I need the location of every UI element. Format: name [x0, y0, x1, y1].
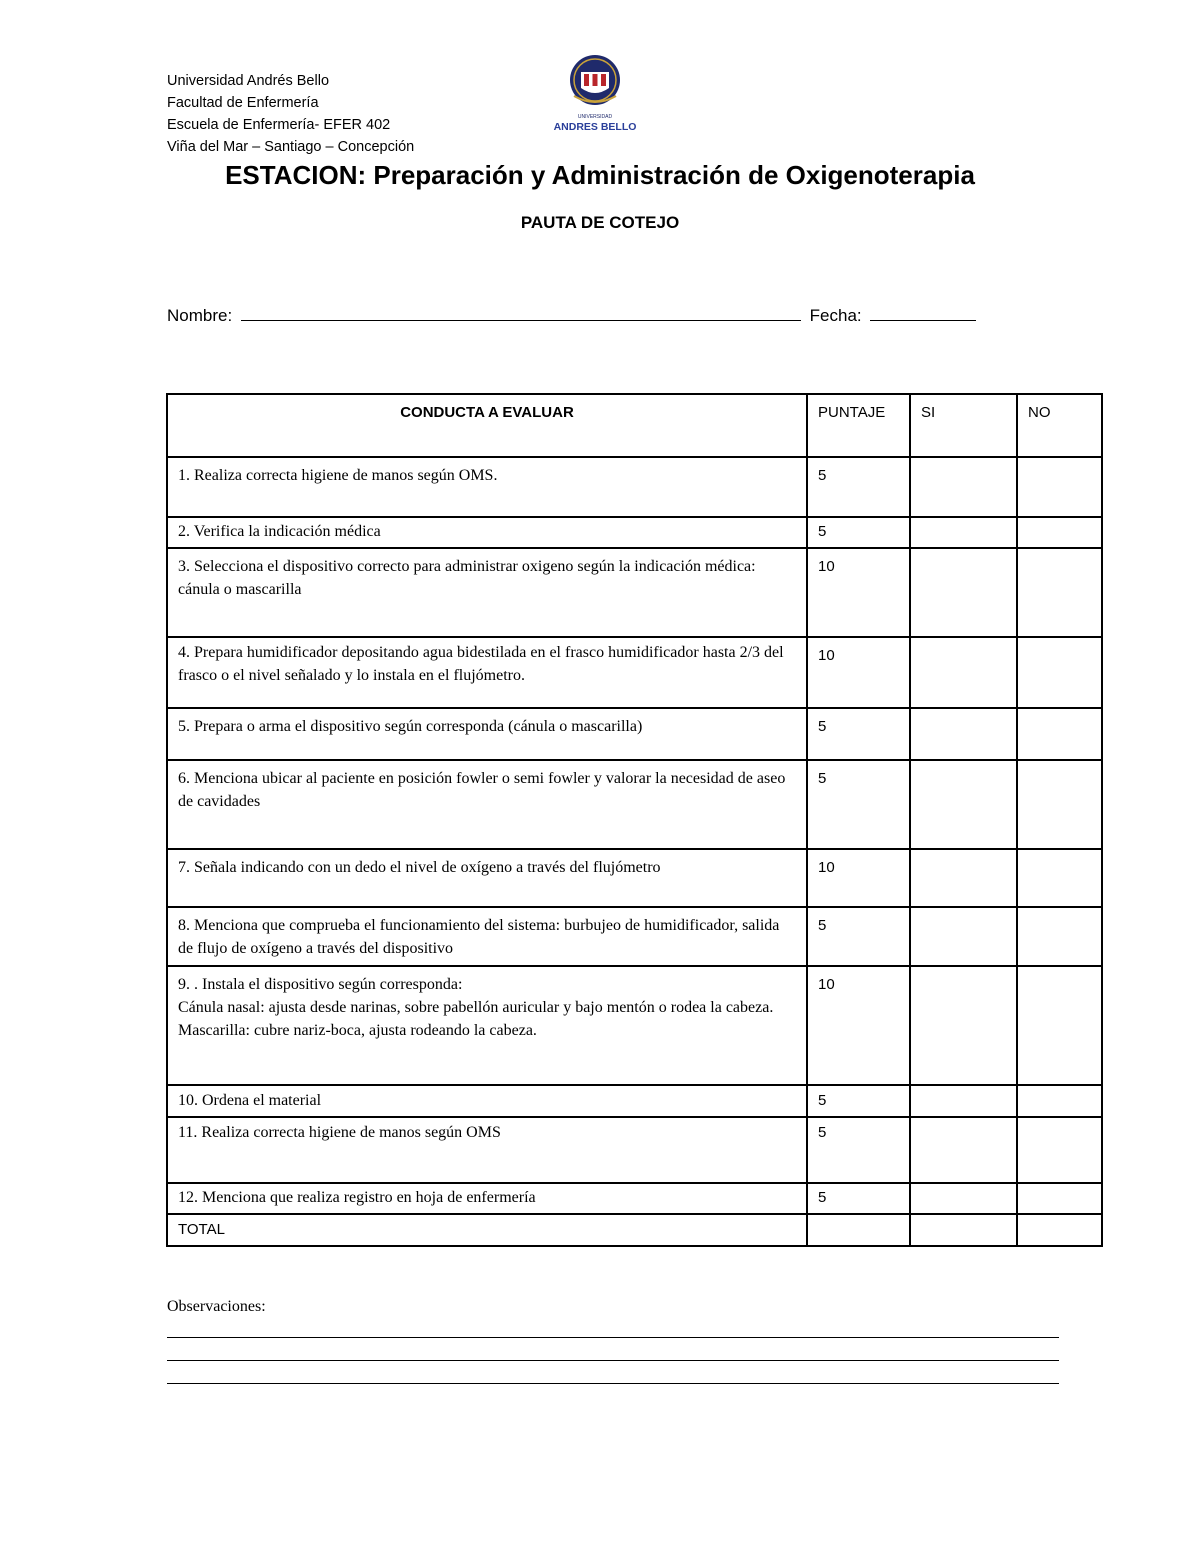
score-cell: 10	[807, 637, 910, 708]
score-cell: 5	[807, 708, 910, 760]
no-cell[interactable]	[1017, 637, 1102, 708]
score-cell: 5	[807, 1085, 910, 1117]
score-cell: 5	[807, 517, 910, 548]
no-cell[interactable]	[1017, 708, 1102, 760]
table-header-row	[167, 394, 1102, 457]
university-logo	[550, 50, 640, 136]
name-label: Nombre:	[167, 306, 233, 325]
logo-name-text: ANDRES BELLO	[553, 121, 637, 133]
table-row	[167, 517, 1102, 548]
table-row	[167, 966, 1102, 1085]
logo-small-text: UNIVERSIDAD	[577, 114, 613, 120]
total-row	[167, 1214, 1102, 1246]
observations-line[interactable]	[167, 1337, 1059, 1338]
table-row	[167, 637, 1102, 708]
total-no-cell[interactable]	[1017, 1214, 1102, 1246]
yes-cell[interactable]	[910, 760, 1017, 849]
observations-line[interactable]	[167, 1383, 1059, 1384]
conduct-cell: 3. Selecciona el dispositivo correcto para administrar oxigeno según la indicación médica: cánula o mascarilla	[167, 548, 807, 637]
total-score-cell[interactable]	[807, 1214, 910, 1246]
school-name: Escuela de Enfermería- EFER 402	[167, 117, 391, 133]
conduct-cell: 5. Prepara o arma el dispositivo según corresponda (cánula o mascarilla)	[167, 708, 807, 760]
no-cell[interactable]	[1017, 1117, 1102, 1183]
header-conduct: CONDUCTA A EVALUAR	[167, 394, 807, 457]
table-row	[167, 907, 1102, 966]
table-row	[167, 1085, 1102, 1117]
table-row	[167, 1117, 1102, 1183]
date-label: Fecha:	[809, 306, 862, 325]
table-row	[167, 708, 1102, 760]
logo-tower-center	[593, 74, 598, 86]
campus-list: Viña del Mar – Santiago – Concepción	[167, 139, 415, 155]
conduct-cell: 10. Ordena el material	[167, 1085, 807, 1117]
conduct-cell: 1. Realiza correcta higiene de manos según OMS.	[167, 457, 807, 517]
mask-instruction: Mascarilla: cubre nariz-boca, ajusta rodeando la cabeza.	[178, 1022, 537, 1039]
header-score: PUNTAJE	[807, 394, 910, 457]
logo-tower-left	[584, 74, 589, 86]
total-label: TOTAL	[167, 1214, 807, 1246]
no-cell[interactable]	[1017, 1183, 1102, 1214]
no-cell[interactable]	[1017, 1085, 1102, 1117]
conduct-cell: 6. Menciona ubicar al paciente en posición fowler o semi fowler y valorar la necesidad de aseo de cavidades	[167, 760, 807, 849]
conduct-cell	[167, 966, 807, 1085]
no-cell[interactable]	[1017, 966, 1102, 1085]
no-cell[interactable]	[1017, 457, 1102, 517]
yes-cell[interactable]	[910, 708, 1017, 760]
table-row	[167, 548, 1102, 637]
no-cell[interactable]	[1017, 517, 1102, 548]
page-title: ESTACION: Preparación y Administración de Oxigenoterapia	[225, 160, 975, 190]
name-field[interactable]	[241, 302, 801, 321]
header-no: NO	[1017, 394, 1102, 457]
conduct-cell: 2. Verifica la indicación médica	[167, 517, 807, 548]
no-cell[interactable]	[1017, 760, 1102, 849]
page-subtitle: PAUTA DE COTEJO	[520, 213, 680, 232]
score-cell: 5	[807, 907, 910, 966]
conduct-cell: 8. Menciona que comprueba el funcionamiento del sistema: burbujeo de humidificador, salida de flujo de oxígeno a través del dispositivo	[167, 907, 807, 966]
yes-cell[interactable]	[910, 1117, 1017, 1183]
yes-cell[interactable]	[910, 907, 1017, 966]
date-field[interactable]	[870, 302, 976, 321]
no-cell[interactable]	[1017, 849, 1102, 907]
yes-cell[interactable]	[910, 1183, 1017, 1214]
score-cell: 5	[807, 1183, 910, 1214]
conduct-cell: 4. Prepara humidificador depositando agua bidestilada en el frasco humidificador hasta 2/3 del frasco o el nivel señalado y lo instala en el flujómetro.	[167, 637, 807, 708]
nasal-cannula-instruction: Cánula nasal: ajusta desde narinas, sobre pabellón auricular y bajo mentón o rodea la cabeza.	[178, 999, 774, 1016]
yes-cell[interactable]	[910, 517, 1017, 548]
table-row	[167, 1183, 1102, 1214]
score-cell: 10	[807, 966, 910, 1085]
score-cell: 5	[807, 1117, 910, 1183]
table-row	[167, 457, 1102, 517]
university-name: Universidad Andrés Bello	[167, 73, 330, 89]
observations-label: Observaciones:	[167, 1298, 266, 1315]
yes-cell[interactable]	[910, 966, 1017, 1085]
header-yes: SI	[910, 394, 1017, 457]
conduct-cell: 7. Señala indicando con un dedo el nivel de oxígeno a través del flujómetro	[167, 849, 807, 907]
total-yes-cell[interactable]	[910, 1214, 1017, 1246]
score-cell: 10	[807, 849, 910, 907]
score-cell: 10	[807, 548, 910, 637]
table-row	[167, 760, 1102, 849]
yes-cell[interactable]	[910, 1085, 1017, 1117]
yes-cell[interactable]	[910, 849, 1017, 907]
conduct-cell: 11. Realiza correcta higiene de manos según OMS	[167, 1117, 807, 1183]
institution-header	[167, 70, 414, 158]
faculty-name: Facultad de Enfermería	[167, 95, 319, 111]
no-cell[interactable]	[1017, 548, 1102, 637]
student-info-row	[167, 302, 976, 326]
logo-tower-right	[601, 74, 606, 86]
score-cell: 5	[807, 760, 910, 849]
yes-cell[interactable]	[910, 548, 1017, 637]
score-cell: 5	[807, 457, 910, 517]
checklist-table	[166, 393, 1103, 1247]
observations-line[interactable]	[167, 1360, 1059, 1361]
conduct-cell: 12. Menciona que realiza registro en hoja de enfermería	[167, 1183, 807, 1214]
yes-cell[interactable]	[910, 637, 1017, 708]
install-step-heading: 9. . Instala el dispositivo según corresponda:	[178, 976, 463, 993]
yes-cell[interactable]	[910, 457, 1017, 517]
no-cell[interactable]	[1017, 907, 1102, 966]
table-row	[167, 849, 1102, 907]
